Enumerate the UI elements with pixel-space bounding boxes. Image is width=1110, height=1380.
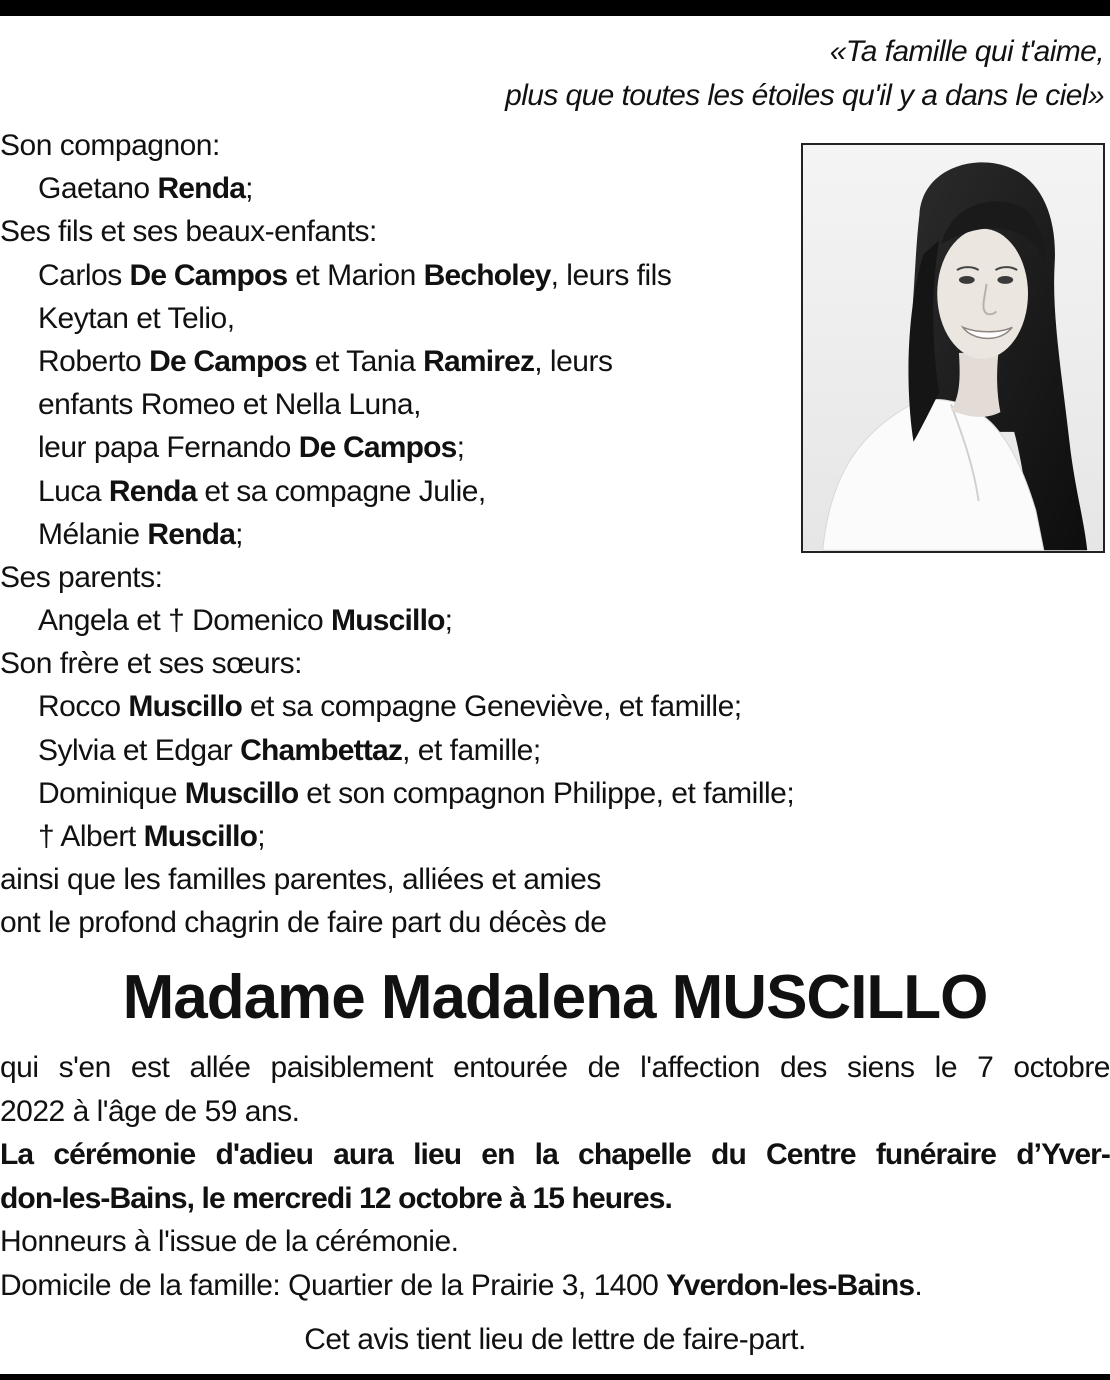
passing-text-line-2: 2022 à l'âge de 59 ans. (0, 1094, 300, 1128)
family-text: , et famille; (402, 733, 541, 767)
family-member-line (0, 254, 1000, 297)
passing-text-line-1: qui s'en est allée paisiblement entourée de l'affection des siens le 7 octobre (0, 1051, 1110, 1084)
family-text: ; (456, 431, 465, 465)
family-surname: Renda (147, 517, 236, 551)
family-surname: De Campos (149, 344, 307, 378)
family-member-line (0, 815, 1000, 858)
bottom-rule (0, 1374, 1110, 1380)
top-rule (0, 0, 1110, 16)
family-surname: Muscillo (128, 690, 242, 724)
family-text: , leurs (534, 344, 613, 378)
family-text: Sylvia et Edgar (38, 733, 241, 767)
family-text: ; (245, 172, 253, 206)
family-text: Son compagnon: (0, 129, 220, 162)
family-text: leur papa Fernando (38, 431, 299, 465)
family-group-heading (0, 124, 1000, 167)
family-text: ; (444, 604, 453, 638)
family-text: et son compagnon Philippe, et famille; (298, 776, 795, 810)
family-text: ; (257, 820, 266, 853)
family-member-line (0, 599, 1000, 642)
family-member-line (0, 426, 1000, 469)
family-text: Keytan et Telio, (38, 301, 235, 335)
family-text: ont le profond chagrin de faire part du décès de (0, 906, 607, 940)
domicile-prefix: Domicile de la famille: Quartier de la Prairie 3, 1400 (0, 1268, 667, 1302)
family-text: et Tania (306, 344, 424, 378)
family-surname: Muscillo (143, 820, 258, 853)
quote-line-1: «Ta famille qui t'aime, (829, 35, 1104, 68)
family-text: Roberto (38, 344, 150, 378)
family-surname: De Campos (129, 258, 288, 292)
family-text: et sa compagne Geneviève, et famille; (242, 690, 742, 724)
family-surname: Becholey (423, 258, 551, 292)
family-text: ainsi que les familles parentes, alliées et amies (0, 863, 601, 897)
family-group-heading (0, 858, 1000, 901)
family-text: † Albert (38, 820, 144, 853)
family-member-line (0, 685, 1000, 728)
family-group-heading (0, 210, 1000, 253)
family-group-heading (0, 901, 1000, 944)
family-text: Gaetano (38, 172, 158, 206)
family-text: et Marion (287, 258, 424, 292)
family-member-line (0, 470, 1000, 513)
family-text: , leurs fils (550, 258, 672, 292)
family-text: Ses parents: (0, 560, 163, 594)
family-member-line (0, 167, 1000, 210)
quote-line-2: plus que toutes les étoiles qu'il y a dans le ciel» (505, 79, 1104, 112)
family-surname: Ramirez (423, 344, 535, 378)
surviving-family-list (0, 124, 1000, 945)
family-text: Ses fils et ses beaux-enfants: (0, 215, 377, 249)
family-text: Carlos (38, 258, 130, 292)
domicile-text (0, 1264, 1110, 1308)
family-text: et sa compagne Julie, (196, 474, 486, 508)
family-text: Dominique (38, 776, 185, 810)
epigraph-quote (304, 30, 1104, 118)
family-surname: Muscillo (184, 776, 299, 810)
family-member-line (0, 772, 1000, 815)
family-member-line (0, 340, 1000, 383)
family-member-line (0, 383, 1000, 426)
family-text: Angela et † Domenico (38, 604, 332, 638)
family-text: Rocco (38, 690, 129, 724)
closing-note: Cet avis tient lieu de lettre de faire-part. (304, 1323, 806, 1356)
family-member-line (0, 513, 1000, 556)
announcement-details (0, 1046, 1110, 1307)
ceremony-text-line-1: La cérémonie d'adieu aura lieu en la chapelle du Centre funéraire d’Yver- (0, 1138, 1110, 1171)
family-member-line (0, 729, 1000, 772)
deceased-name-heading: Madame Madalena MUSCILLO (122, 963, 988, 1032)
family-group-heading (0, 556, 1000, 599)
honours-text: Honneurs à l'issue de la cérémonie. (0, 1225, 459, 1258)
family-text: Mélanie (38, 517, 148, 551)
family-surname: Muscillo (331, 604, 445, 638)
family-surname: Renda (108, 474, 197, 508)
family-text: Son frère et ses sœurs: (0, 647, 302, 681)
ceremony-text-line-2: don-les-Bains, le mercredi 12 octobre à 15 heures. (0, 1181, 672, 1215)
domicile-suffix: . (914, 1268, 923, 1302)
family-member-line (0, 297, 1000, 340)
family-text: ; (235, 517, 243, 551)
family-text: Luca (38, 474, 109, 508)
family-surname: Renda (157, 172, 246, 206)
family-surname: De Campos (298, 431, 457, 465)
family-surname: Chambettaz (240, 733, 403, 767)
family-text: enfants Romeo et Nella Luna, (38, 388, 421, 422)
family-group-heading (0, 642, 1000, 685)
domicile-city: Yverdon-les-Bains (666, 1268, 915, 1302)
